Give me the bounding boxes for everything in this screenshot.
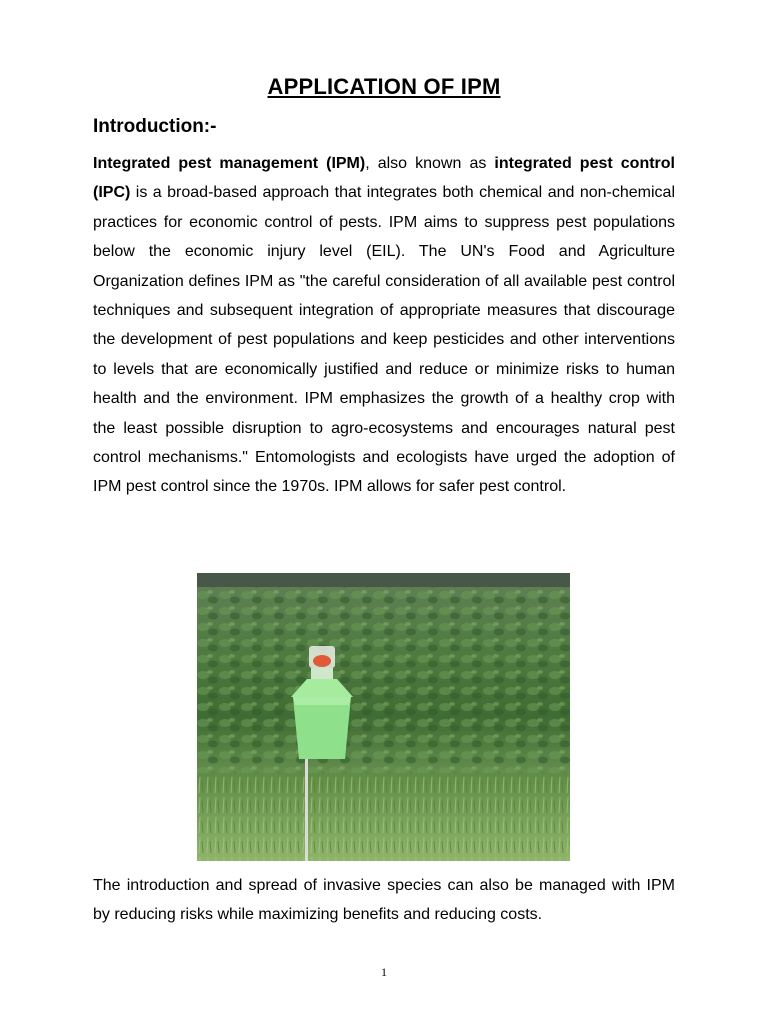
intro-text-1: , also known as [365,155,495,172]
field-trap-photo [197,573,570,861]
section-heading: Introduction:- [93,116,217,137]
horizon-strip [197,573,570,587]
page-number: 1 [381,965,387,979]
term-ipc: integrated pest control (IPC) [93,155,675,202]
trap-pole [305,753,308,861]
intro-paragraph [93,149,675,502]
intro-text-2: is a broad-based approach that integrates both chemical and non-chemical practices for economic control of pests. IPM aims to suppress pest populations below the economic injury level (EIL). The UN's Food and Agriculture Organization defines IPM as "the careful consideration of all available pest control techniques and subsequent integration of appropriate measures that discourage the development of pest populations and keep pesticides and other interventions to levels that are economically justified and reduce or minimize risks to human health and the environment. IPM emphasizes the growth of a healthy crop with the least possible disruption to agro-ecosystems and encourages natural pest control mechanisms." Entomologists and ecologists have urged the adoption of IPM pest control since the 1970s. IPM allows for safer pest control. [93,184,675,496]
page-title: APPLICATION OF IPM [267,74,501,99]
invasive-species-paragraph: The introduction and spread of invasive species can also be managed with IPM by reducing risks while maximizing benefits and reducing costs. [93,877,675,924]
term-ipm: Integrated pest management (IPM) [93,155,366,172]
